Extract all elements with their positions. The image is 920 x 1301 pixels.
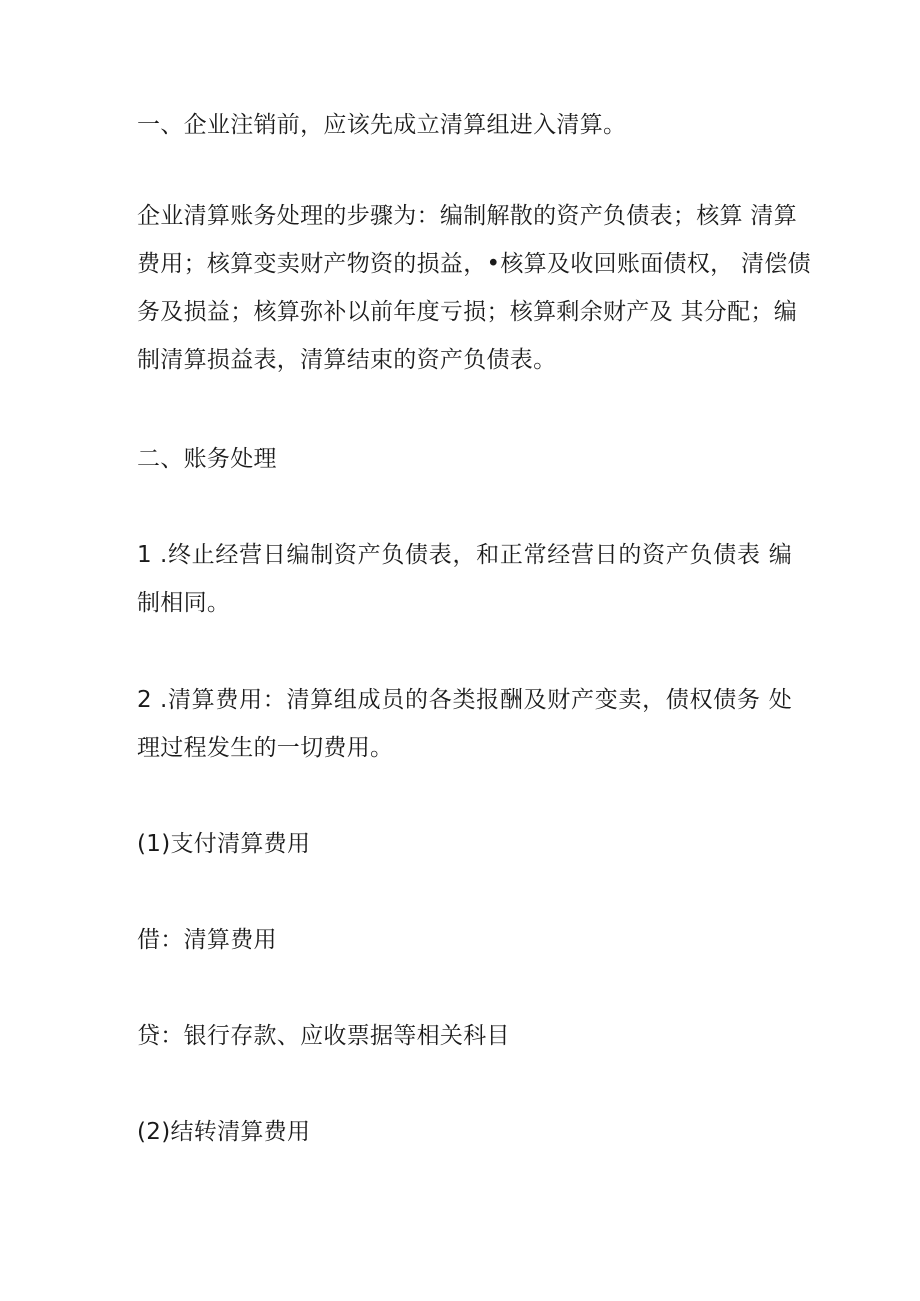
heading-1 bbox=[137, 101, 792, 149]
heading-1-line-1: 一、企业注销前，应该先成立清算组进入清算。 bbox=[137, 112, 627, 138]
item-2-line-2: 理过程发生的一切费用。 bbox=[137, 735, 394, 761]
debit-line-text: 借：清算费用 bbox=[137, 927, 277, 953]
item-2 bbox=[137, 676, 792, 772]
paragraph-1 bbox=[137, 192, 811, 384]
sub-item-2 bbox=[137, 1108, 792, 1156]
item-2-line-1: 2 .清算费用：清算组成员的各类报酬及财产变卖，债权债务 处 bbox=[137, 687, 792, 713]
credit-line bbox=[137, 1012, 792, 1060]
paragraph-1-line-1: 企业清算账务处理的步骤为：编制解散的资产负债表；核算 清算 bbox=[137, 203, 798, 229]
paragraph-1-line-3: 务及损益；核算弥补以前年度亏损；核算剩余财产及 其分配；编 bbox=[137, 299, 798, 325]
paragraph-1-line-2: 费用；核算变卖财产物资的损益，•核算及收回账面债权， 清偿债 bbox=[137, 251, 811, 277]
heading-2-line-1: 二、账务处理 bbox=[137, 446, 277, 472]
sub-item-1-line-1: (1)支付清算费用 bbox=[137, 831, 311, 857]
item-1-line-2: 制相同。 bbox=[137, 590, 231, 616]
item-1 bbox=[137, 531, 792, 627]
credit-line-text: 贷：银行存款、应收票据等相关科目 bbox=[137, 1023, 510, 1049]
item-1-line-1: 1 .终止经营日编制资产负债表，和正常经营日的资产负债表 编 bbox=[137, 542, 792, 568]
sub-item-1 bbox=[137, 820, 792, 868]
heading-2 bbox=[137, 435, 792, 483]
debit-line bbox=[137, 916, 792, 964]
paragraph-1-line-4: 制清算损益表，清算结束的资产负债表。 bbox=[137, 347, 557, 373]
sub-item-2-line-1: (2)结转清算费用 bbox=[137, 1119, 311, 1145]
